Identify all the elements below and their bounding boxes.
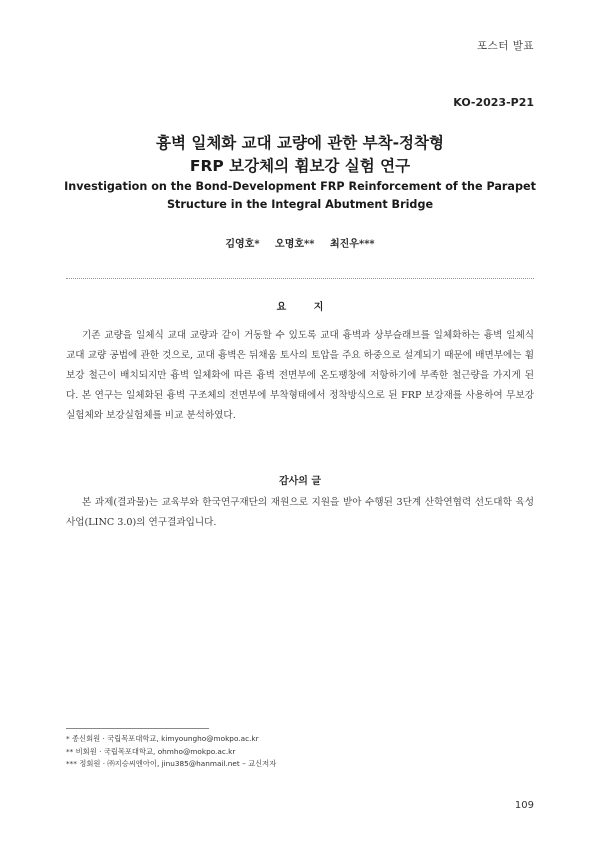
footnote-author-2: ** 비회원 · 국립목포대학교, ohmho@mokpo.ac.kr (66, 746, 236, 756)
abstract-heading: 요 지 (276, 302, 336, 313)
author-3: 최진우*** (329, 239, 375, 250)
acknowledgment-text: 본 과제(결과물)는 교육부와 한국연구재단의 재원으로 지원을 받아 수행된 3단계 산학연협력 선도대학 육성사업(LINC 3.0)의 연구결과입니다. (66, 497, 534, 528)
korean-title-line-1: 흉벽 일체화 교대 교량에 관한 부착-정착형 (156, 134, 444, 152)
conference-category: 포스터 발표 (476, 40, 534, 52)
author-1: 김영호* (225, 239, 260, 250)
english-title-line-1: Investigation on the Bond-Development FRP Reinforcement of the Parapet (64, 180, 536, 193)
footnote-author-1: * 종신회원 · 국립목포대학교, kimyoungho@mokpo.ac.kr (66, 734, 259, 743)
author-2: 오명호** (275, 239, 315, 250)
paper-id: KO-2023-P21 (453, 96, 534, 109)
footnote-author-3: *** 정회원 · ㈜지승씨엔아이, jinu385@hanmail.net – 교신저자 (66, 759, 277, 768)
abstract-text: 기존 교량을 일체식 교대 교량과 같이 거동할 수 있도록 교대 흉벽과 상부슬래브를 일체화하는 흉벽 일체식 교대 교량 공법에 관한 것으로, 교대 흉벽은 뒤채움 토사의 토압을 주요 하중으로 설계되기 때문에 배면부에는 휨보강 철근이 배치되지만 흉벽 일체화에 따른 흉벽 전면부에 온도팽창에 저항하기에 부족한 철근량을 가지게 된다. 본 연구는 일체화된 흉벽 구조체의 전면부에 부착형태에서 정착방식으로 된 FRP 보강재를 사용하여 무보강 실험체와 보강실험체를 비교 분석하였다. (66, 330, 534, 421)
title-divider (66, 278, 534, 279)
korean-title-line-2: FRP 보강체의 휨보강 실험 연구 (189, 157, 411, 175)
footnote-list (66, 733, 276, 771)
author-list (0, 235, 600, 250)
english-title-line-2: Structure in the Integral Abutment Bridge (166, 198, 434, 211)
acknowledgment-heading: 감사의 글 (278, 476, 322, 487)
page-number: 109 (514, 800, 534, 811)
footnote-divider (66, 728, 209, 729)
